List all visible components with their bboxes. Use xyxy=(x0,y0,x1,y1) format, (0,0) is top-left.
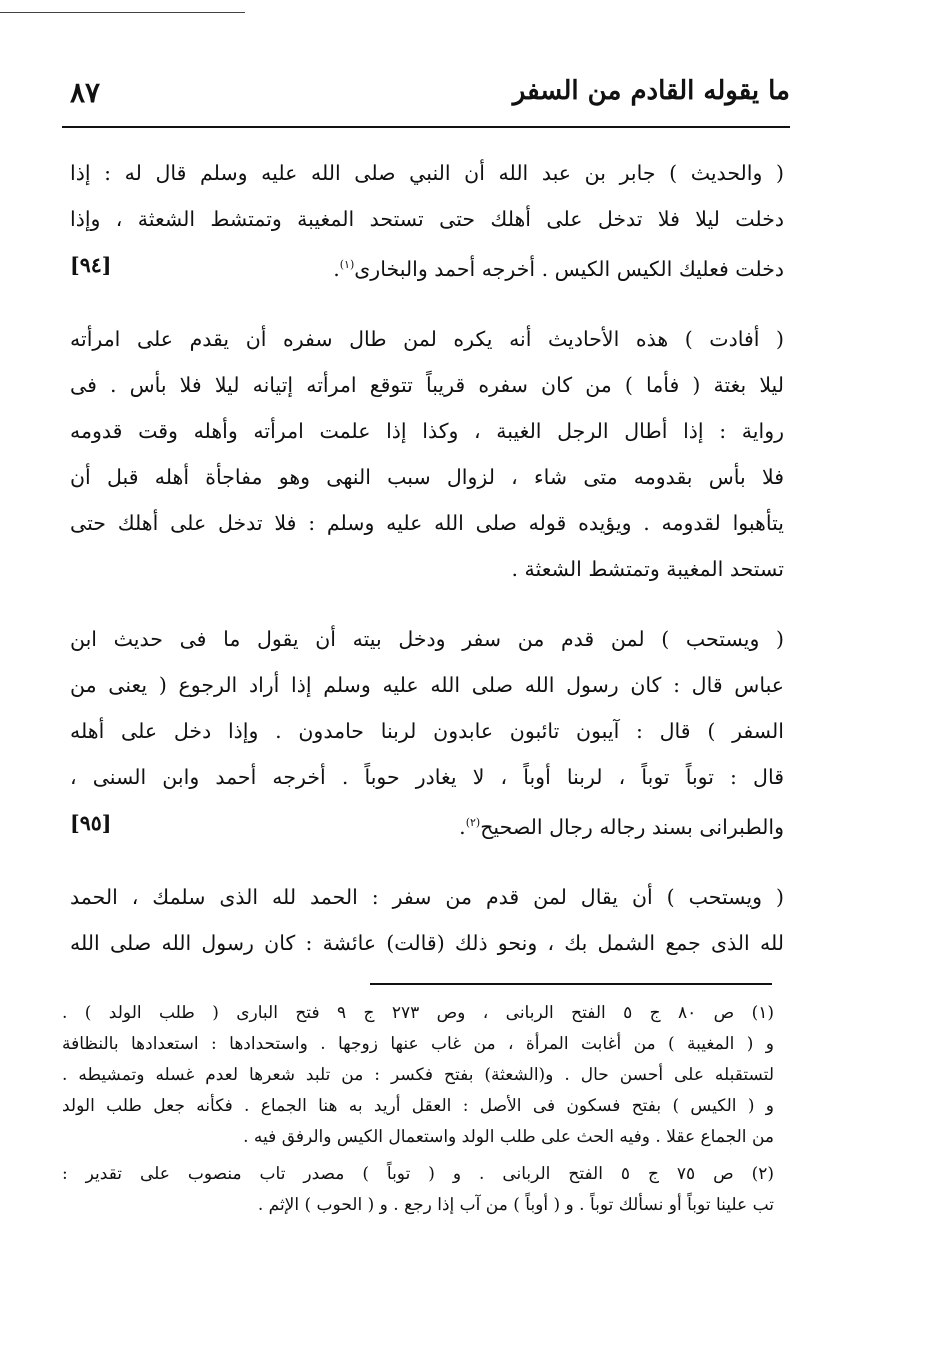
footnote-marker: (٢) xyxy=(465,815,481,829)
text-line: يتأهبوا لقدومه . ويؤيده قوله صلى الله عليه وسلم : فلا تدخل على أهلك حتى xyxy=(70,510,784,535)
text-line: ( ويستحب ) لمن قدم من سفر ودخل بيته أن يقول ما فى حديث ابن xyxy=(70,626,784,651)
footnote-line: (١) ص ٨٠ ج ٥ الفتح الربانى ، وص ٢٧٣ ج ٩ فتح البارى ( طلب الولد ) . xyxy=(62,1003,775,1023)
footnote-line: و ( المغيبة ) من أغابت المرأة ، من غاب عنها زوجها . واستحدادها : استعدادها بالنظافة xyxy=(62,1034,774,1054)
footnote-separator xyxy=(370,983,772,985)
footnote-2 xyxy=(62,1159,774,1221)
footnote-line: تب علينا توباً أو نسألك توباً . و ( أوباً ) من آب إذا رجع . و ( الحوب ) الإثم . xyxy=(257,1195,774,1215)
chapter-title: ما يقوله القادم من السفر xyxy=(512,76,790,106)
text-line: رواية : إذا أطال الرجل الغيبة ، وكذا إذا علمت امرأته وأهله وقت قدومه xyxy=(70,418,784,443)
text-line: السفر ) قال : آيبون تائبون عابدون لربنا حامدون . وإذا دخل على أهله xyxy=(70,718,785,743)
text-line-content: دخلت فعليك الكيس الكيس . أخرجه أحمد والبخارى xyxy=(354,256,784,281)
paragraph-hadith-jabir xyxy=(70,150,784,292)
text-line-content: والطبرانى بسند رجاله رجال الصحيح xyxy=(480,814,784,839)
text-line: فلا بأس بقدومه متى شاء ، لزوال سبب النهى وهو مفاجأة أهله قبل أن xyxy=(70,464,784,489)
text-line: ليلا بغتة ( فأما ) من كان سفره قريباً تتوقع امرأته إتيانه ليلا فلا بأس . فى xyxy=(70,372,784,397)
paragraph-ibn-abbas xyxy=(70,616,784,850)
footnotes xyxy=(62,998,774,1221)
footnote-line: من الجماع عقلا . وفيه الحث على طلب الولد واستعمال الكيس والرفق فيه . xyxy=(243,1127,774,1147)
running-header xyxy=(70,76,790,122)
page-number: ٨٧ xyxy=(70,76,101,109)
text-line: والطبرانى بسند رجاله رجال الصحيح$^{(٢)}$. [٩٥] xyxy=(70,800,784,850)
text-line: ( ويستحب ) أن يقال لمن قدم من سفر : الحمد لله الذى سلمك ، الحمد xyxy=(70,884,784,909)
text-line: دخلت ليلا فلا تدخل على أهلك حتى تستحد المغيبة وتمتشط الشعثة ، وإذا xyxy=(70,207,784,231)
text-line: عباس قال : كان رسول الله صلى الله عليه وسلم إذا أراد الرجوع ( يعنى من xyxy=(70,672,784,697)
paragraph-greeting xyxy=(70,874,784,966)
footnote-line: لتستقبله على أحسن حال . و(الشعثة) بفتح فكسر : من تلبد شعرها لعدم غسله وتمشيطه . xyxy=(62,1065,774,1085)
text-line: دخلت فعليك الكيس الكيس . أخرجه أحمد والبخارى$^{(١)}$. [٩٤] xyxy=(70,242,784,292)
main-text xyxy=(70,150,784,990)
text-line: تستحد المغيبة وتمتشط الشعثة . xyxy=(511,556,784,581)
header-rule xyxy=(62,126,790,128)
text-line: ( والحديث ) جابر بن عبد الله أن النبي صلى الله عليه وسلم قال له : إذا xyxy=(70,161,784,185)
paragraph-afadat xyxy=(70,316,784,592)
footnote-line: و ( الكيس ) بفتح فسكون فى الأصل : العقل أريد به هنا الجماع . فكأنه جعل طلب الولد xyxy=(62,1096,774,1116)
text-line: لله الذى جمع الشمل بك ، ونحو ذلك (قالت) عائشة : كان رسول الله صلى الله xyxy=(70,930,784,955)
top-edge-rule xyxy=(0,12,245,13)
hadith-reference-number: [٩٥] xyxy=(70,810,112,835)
hadith-reference-number: [٩٤] xyxy=(70,253,112,277)
text-line: ( أفادت ) هذه الأحاديث أنه يكره لمن طال سفره أن يقدم على امرأته xyxy=(70,326,784,351)
footnote-1 xyxy=(62,998,774,1153)
footnote-marker: (١) xyxy=(339,258,355,271)
footnote-line: (٢) ص ٧٥ ج ٥ الفتح الربانى . و ( توباً ) مصدر تاب منصوب على تقدير : xyxy=(62,1164,774,1184)
text-line: قال : توباً توباً ، لربنا أوباً ، لا يغادر حوباً . أخرجه أحمد وابن السنى ، xyxy=(70,764,784,789)
